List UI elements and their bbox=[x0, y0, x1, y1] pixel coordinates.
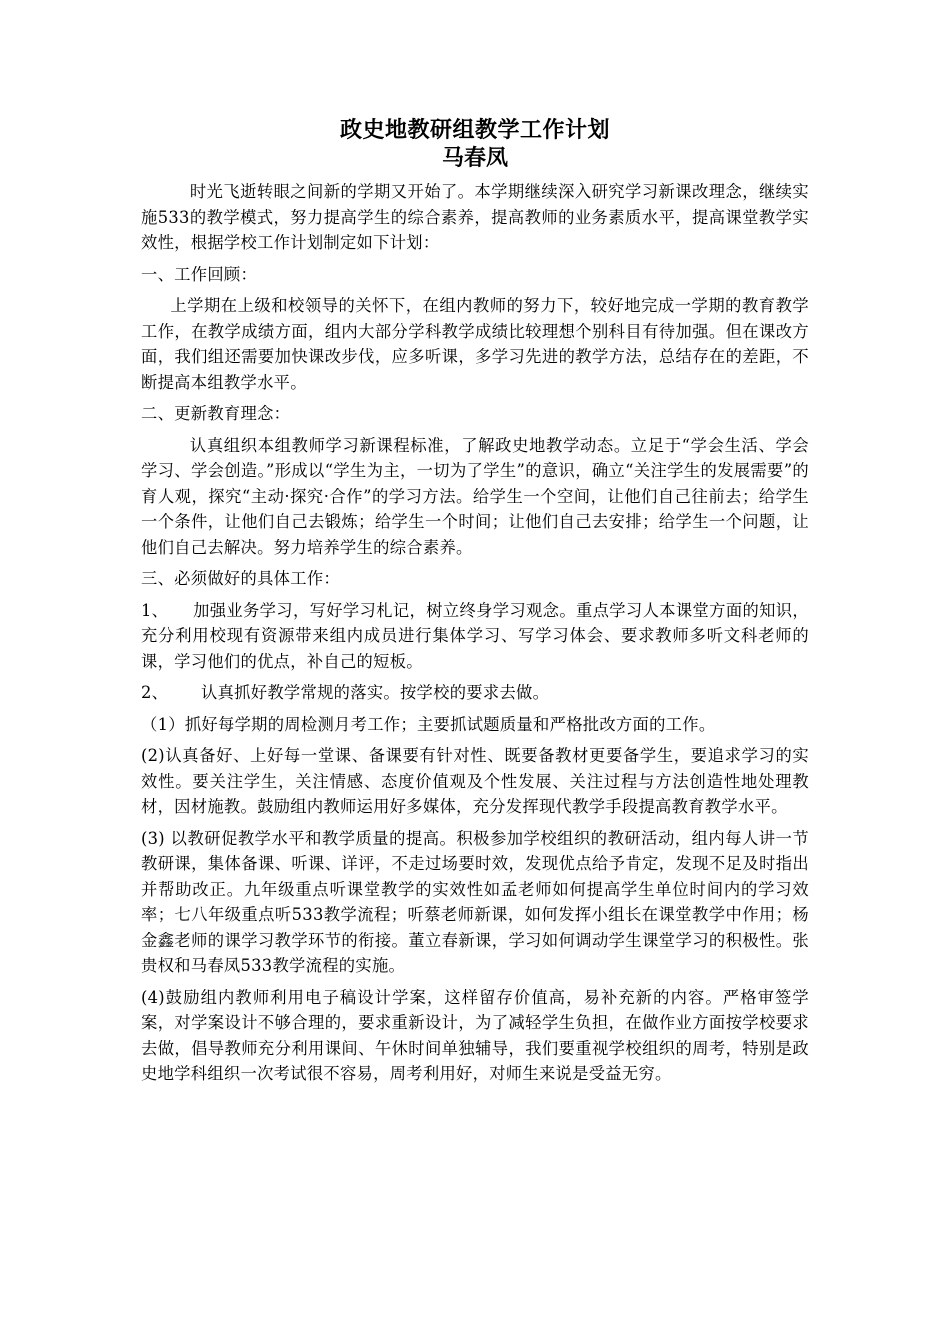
task-item-2 bbox=[141, 680, 809, 706]
section-heading-philosophy: 二、更新教育理念： bbox=[141, 404, 291, 423]
task-item-text: 认真抓好教学常规的落实。按学校的要求去做。 bbox=[201, 683, 550, 702]
document-title: 政史地教研组教学工作计划 bbox=[339, 118, 610, 143]
sub-item-3: (3) 以教研促教学水平和教学质量的提高。积极参加学校组织的教研活动，组内每人讲一节教研课，集体备课、听课、详评，不走过场要时效，发现优点给予肯定，发现不足及时指出并帮助改正。九年级重点听课堂教学的实效性如孟老师如何提高学生单位时间内的学习效率；七八年级重点听533教学流程；听蔡老师新课，如何发挥小组长在课堂教学中作用；杨金鑫老师的课学习教学环节的衔接。董立春新课，学习如何调动学生课堂学习的积极性。张贵权和马春凤533教学流程的实施。 bbox=[141, 828, 809, 975]
section-body-review: 上学期在上级和校领导的关怀下，在组内教师的努力下，较好地完成一学期的教育教学工作，在教学成绩方面，组内大部分学科教学成绩比较理想个别科目有待加强。但在课改方面，我们组还需要加快课改步伐，应多听课，多学习先进的教学方法，总结存在的差距，不断提高本组教学水平。 bbox=[141, 296, 809, 392]
document-page bbox=[141, 117, 809, 1093]
section-heading-review: 一、工作回顾： bbox=[141, 264, 258, 284]
document-author: 马春凤 bbox=[441, 146, 508, 171]
section-heading-tasks: 三、必须做好的具体工作： bbox=[141, 569, 340, 588]
task-item-text: 加强业务学习，写好学习札记，树立终身学习观念。重点学习人本课堂方面的知识，充分利用校现有资源带来组内成员进行集体学习、写学习体会、要求教师多听文科老师的课，学习他们的优点，补自己的短板。 bbox=[141, 600, 809, 671]
task-item-number: 1、 bbox=[141, 600, 169, 620]
intro-paragraph: 时光飞逝转眼之间新的学期又开始了。本学期继续深入研究学习新课改理念，继续实施533的教学模式，努力提高学生的综合素养，提高教师的业务素质水平，提高课堂教学实效性，根据学校工作计划制定如下计划： bbox=[141, 182, 809, 252]
sub-item-2: (2)认真备好、上好每一堂课、备课要有针对性、既要备教材更要备学生，要追求学习的实效性。要关注学生，关注情感、态度价值观及个性发展、关注过程与方法创造性地处理教材，因材施教。鼓励组内教师运用好多媒体，充分发挥现代教学手段提高教育教学水平。 bbox=[141, 746, 809, 816]
sub-item-1: （1）抓好每学期的周检测月考工作；主要抓试题质量和严格批改方面的工作。 bbox=[141, 714, 716, 734]
task-item-number: 2、 bbox=[141, 683, 169, 702]
sub-item-4: (4)鼓励组内教师利用电子稿设计学案，这样留存价值高，易补充新的内容。严格审签学案，对学案设计不够合理的，要求重新设计，为了减轻学生负担，在做作业方面按学校要求去做，倡导教师充分利用课间、午休时间单独辅导，我们要重视学校组织的周考，特别是政史地学科组织一次考试很不容易，周考利用好，对师生来说是受益无穷。 bbox=[141, 987, 809, 1083]
section-body-philosophy: 认真组织本组教师学习新课程标准，了解政史地教学动态。立足于“学会生活、学会学习、学会创造。”形成以“学生为主，一切为了学生”的意识，确立“关注学生的发展需要”的育人观，探究“主动·探究·合作”的学习方法。给学生一个空间，让他们自己往前去；给学生一个条件，让他们自己去锻炼；给学生一个时间；让他们自己去安排；给学生一个问题，让他们自己去解决。努力培养学生的综合素养。 bbox=[141, 435, 809, 557]
task-item-1 bbox=[141, 598, 809, 675]
